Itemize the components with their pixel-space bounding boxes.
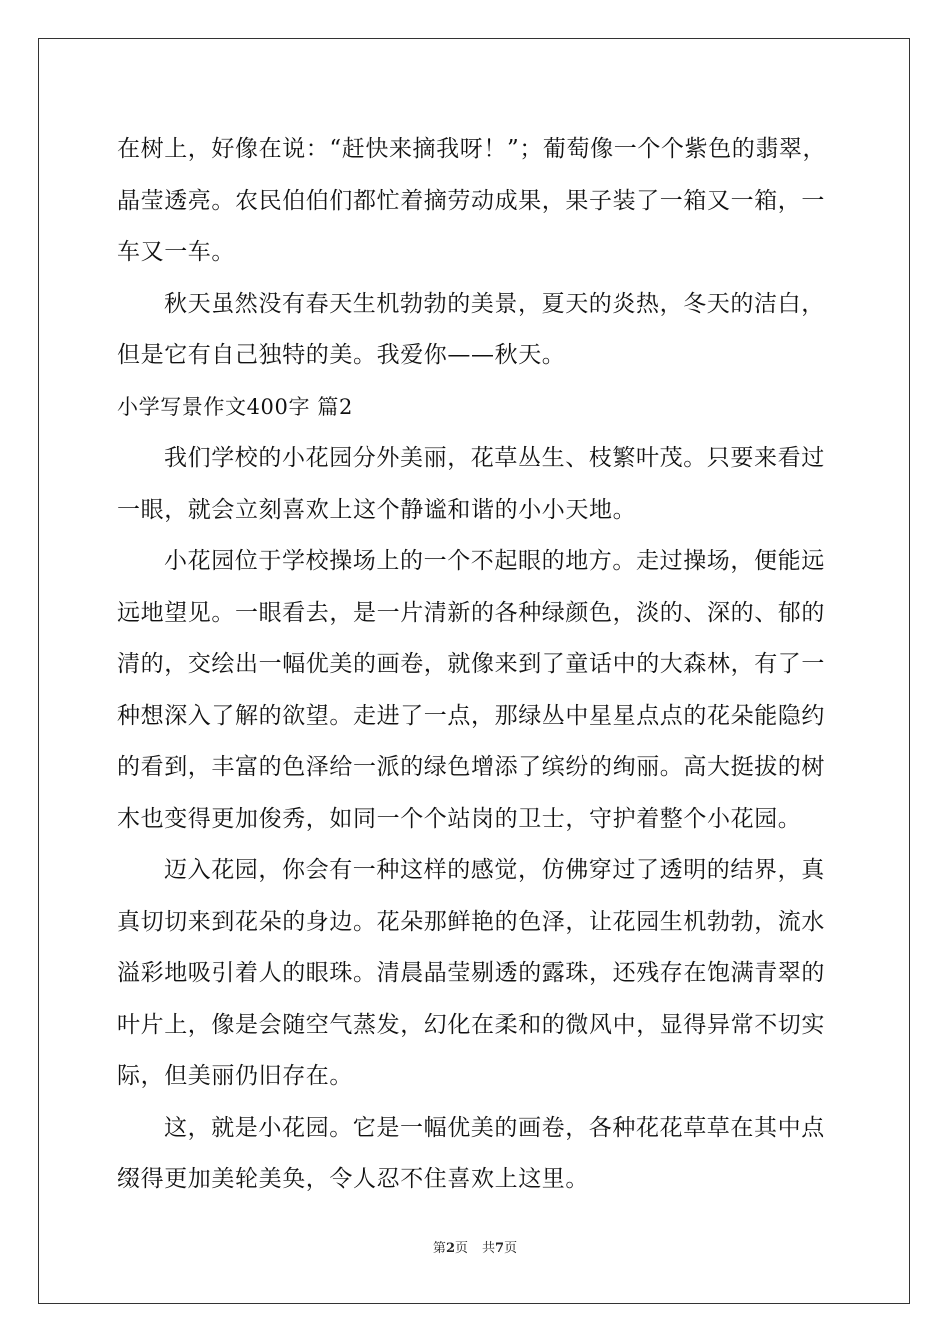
text-line: 一眼，就会立刻喜欢上这个静谧和谐的小小天地。 [117, 496, 637, 523]
text-line: 缀得更加美轮美奂，令人忍不住喜欢上这里。 [117, 1166, 589, 1192]
total-suffix: 页 [504, 1241, 518, 1256]
text-line: 在树上，好像在说：“赶快来摘我呀！”；葡萄像一个个紫色的翡翠， [117, 136, 827, 162]
text-line: 小花园位于学校操场上的一个不起眼的地方。走过操场，便能远 [164, 548, 825, 574]
text-line: 远地望见。一眼看去，是一片清新的各种绿颜色，淡的、深的、郁的 [117, 599, 825, 626]
page-prefix: 第 [432, 1241, 446, 1256]
text-line: 秋天虽然没有春天生机勃勃的美景，夏天的炎热，冬天的洁白， [164, 290, 825, 317]
page-footer [0, 1237, 950, 1256]
text-line: 的看到，丰富的色泽给一派的绿色增添了缤纷的绚丽。高大挺拔的树 [117, 754, 825, 780]
text-line: 清的，交绘出一幅优美的画卷，就像来到了童话中的大森林，有了一 [117, 651, 825, 677]
text-line: 叶片上，像是会随空气蒸发，幻化在柔和的微风中，显得异常不切实 [117, 1011, 825, 1038]
text-line: 晶莹透亮。农民伯伯们都忙着摘劳动成果，果子装了一箱又一箱，一 [117, 187, 825, 214]
total-pages: 7 [495, 1241, 505, 1256]
section-heading: 小学写景作文400字 篇2 [117, 394, 353, 419]
text-line: 种想深入了解的欲望。走进了一点，那绿丛中星星点点的花朵能隐约 [117, 702, 825, 729]
text-line: 木也变得更加俊秀，如同一个个站岗的卫士，守护着整个小花园。 [117, 805, 802, 832]
total-prefix: 共 [482, 1241, 496, 1256]
text-line: 但是它有自己独特的美。我爱你——秋天。 [117, 342, 566, 368]
text-line: 我们学校的小花园分外美丽，花草丛生、枝繁叶茂。只要来看过 [164, 445, 825, 471]
text-line: 真切切来到花朵的身边。花朵那鲜艳的色泽，让花园生机勃勃，流水 [117, 908, 825, 935]
page-number: 2 [445, 1241, 455, 1256]
text-line: 际，但美丽仍旧存在。 [117, 1063, 353, 1089]
text-line: 溢彩地吸引着人的眼珠。清晨晶莹剔透的露珠，还残存在饱满青翠的 [117, 960, 825, 986]
page-suffix: 页 [454, 1241, 468, 1256]
text-line: 这，就是小花园。它是一幅优美的画卷，各种花花草草在其中点 [164, 1114, 825, 1141]
text-line: 迈入花园，你会有一种这样的感觉，仿佛穿过了透明的结界，真 [164, 857, 825, 883]
document-body [117, 124, 833, 1206]
text-line: 车又一车。 [117, 239, 235, 265]
